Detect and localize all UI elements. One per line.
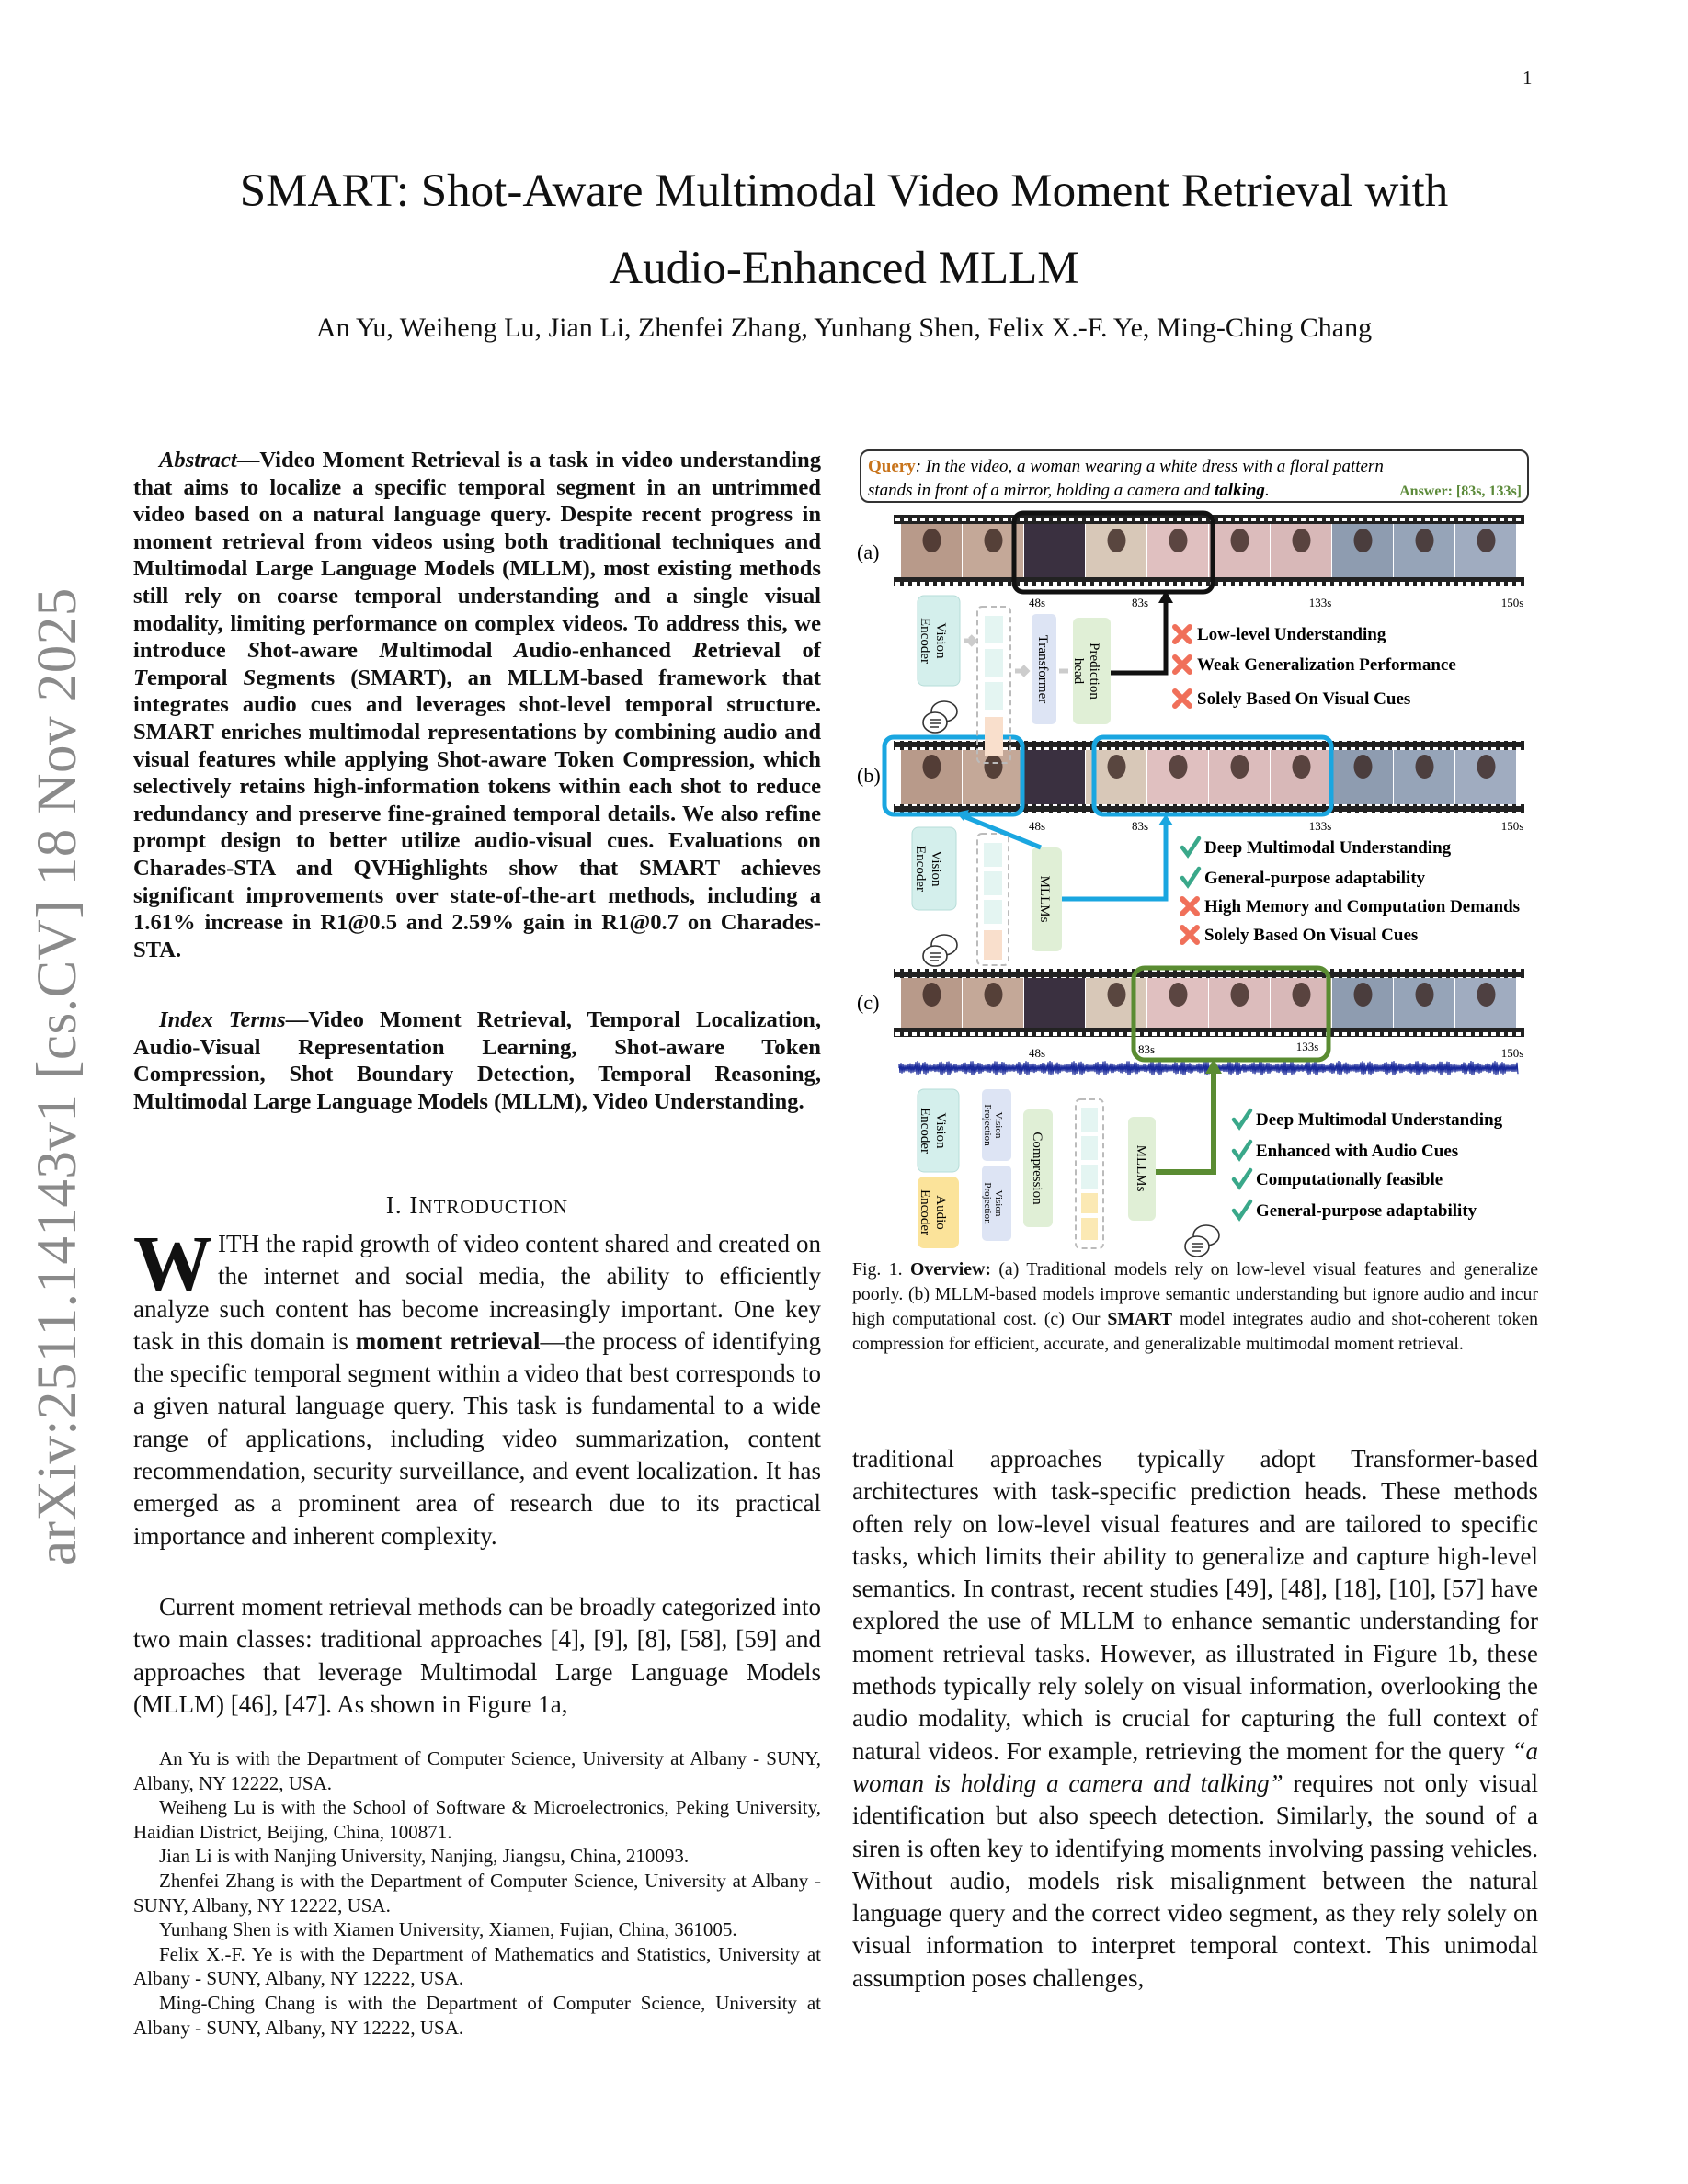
svg-text:48s: 48s bbox=[1028, 819, 1046, 833]
frame-figure bbox=[985, 529, 1003, 552]
frame-figure bbox=[1416, 983, 1434, 1007]
author-footnotes bbox=[133, 1746, 821, 2040]
text-segment: emporal bbox=[147, 665, 244, 690]
check-icon bbox=[1182, 838, 1199, 855]
frame-figure bbox=[1108, 755, 1126, 779]
frame-figure bbox=[1108, 529, 1126, 552]
c-point bbox=[1234, 1170, 1443, 1189]
svg-text:Predictionhead: Predictionhead bbox=[1071, 643, 1101, 700]
text-segment: —Video Moment Retrieval, Temporal Localization, Audio-Visual Representation Learning, Shot-aware Token Compression, Shot Boundary Detection, Temporal Reasoning, Multimodal Large Language Models (MLLM), Video Understanding. bbox=[133, 1007, 821, 1114]
footnote: An Yu is with the Department of Computer Science, University at Albany - SUNY, Albany, NY 12222, USA. bbox=[133, 1747, 821, 1794]
frame-figure bbox=[1416, 755, 1434, 779]
time-axis-b bbox=[1029, 819, 1523, 833]
text-segment: Abstract bbox=[159, 448, 237, 472]
time-axis-a bbox=[1029, 596, 1523, 609]
query-bold: talking bbox=[1215, 481, 1265, 500]
svg-text:133s: 133s bbox=[1308, 819, 1332, 833]
svg-text:150s: 150s bbox=[1500, 596, 1524, 609]
text-segment: hot-aware bbox=[259, 638, 380, 664]
frame-figure bbox=[1231, 529, 1249, 552]
section-title-rest: NTRODUCTION bbox=[418, 1196, 569, 1218]
check-icon bbox=[1234, 1142, 1250, 1158]
page-number: 1 bbox=[1523, 66, 1533, 88]
point-text: Deep Multimodal Understanding bbox=[1256, 1110, 1503, 1130]
text-segment: A bbox=[514, 638, 530, 664]
svg-text:48s: 48s bbox=[1028, 596, 1046, 609]
footnote: Weiheng Lu is with the School of Software & Microelectronics, Peking University, Haidian District, Beijing, China, 100871. bbox=[133, 1796, 821, 1843]
text-segment: moment retrieval bbox=[355, 1326, 541, 1355]
svg-text:150s: 150s bbox=[1500, 1046, 1524, 1060]
point-text: High Memory and Computation Demands bbox=[1204, 897, 1521, 916]
arxiv-watermark: arXiv:2511.14143v1 [cs.CV] 18 Nov 2025 bbox=[27, 587, 88, 1565]
svg-text:83s: 83s bbox=[1131, 819, 1149, 833]
chat-bubble-icon bbox=[1185, 1225, 1219, 1257]
text-segment: S bbox=[247, 638, 260, 664]
frame-figure bbox=[1231, 755, 1249, 779]
intro-paragraph-1 bbox=[133, 1219, 821, 1553]
point-text: Enhanced with Audio Cues bbox=[1256, 1142, 1459, 1161]
point-text: Weak Generalization Performance bbox=[1197, 655, 1456, 675]
figure-caption bbox=[852, 1257, 1538, 1357]
svg-text:Query: In the video, a woman w bbox=[868, 457, 1384, 476]
point-text: Solely Based On Visual Cues bbox=[1197, 689, 1411, 709]
author-list: An Yu, Weiheng Lu, Jian Li, Zhenfei Zhang, Yunhang Shen, Felix X.-F. Ye, Ming-Ching Chang bbox=[315, 313, 1373, 343]
a-point bbox=[1175, 655, 1456, 675]
point-text: Deep Multimodal Understanding bbox=[1204, 838, 1452, 858]
film-strip bbox=[894, 515, 1524, 586]
pipeline-c bbox=[918, 1059, 1222, 1248]
point-text: Computationally feasible bbox=[1256, 1170, 1443, 1189]
frame-figure bbox=[1416, 529, 1434, 552]
query-text: : In the video, a woman wearing a white dress with a floral pattern bbox=[915, 457, 1384, 476]
svg-text:VisionProjection: VisionProjection bbox=[982, 1182, 1004, 1224]
text-segment: Fig. 1. bbox=[852, 1259, 911, 1280]
svg-text:MLLMs: MLLMs bbox=[1134, 1144, 1148, 1192]
query-label: Query bbox=[868, 457, 916, 476]
film-strip bbox=[894, 969, 1524, 1037]
frame-figure bbox=[923, 983, 941, 1007]
panel-label-c: (c) bbox=[857, 991, 880, 1014]
panel-label-a: (a) bbox=[857, 540, 880, 563]
a-point bbox=[1175, 625, 1386, 644]
chat-bubble-icon bbox=[923, 935, 957, 966]
svg-text:VisionEncoder: VisionEncoder bbox=[918, 1108, 948, 1154]
svg-text:VisionProjection: VisionProjection bbox=[982, 1104, 1004, 1146]
frame-figure bbox=[1293, 755, 1311, 779]
frame-figure bbox=[1354, 983, 1373, 1007]
section-title-initial: I bbox=[409, 1191, 419, 1219]
text-segment: udio-enhanced bbox=[529, 638, 693, 664]
frame-figure bbox=[985, 983, 1003, 1007]
check-icon bbox=[1182, 869, 1199, 885]
frame-figure bbox=[923, 529, 941, 552]
text-segment: Overview: bbox=[910, 1259, 991, 1280]
check-icon bbox=[1234, 1110, 1250, 1127]
b-point bbox=[1182, 869, 1426, 888]
footnote: Ming-Ching Chang is with the Department of Computer Science, University at Albany - SUNY, Albany, NY 12222, USA. bbox=[133, 1991, 821, 2039]
intro-paragraph-2 bbox=[133, 1591, 821, 1721]
frame-figure bbox=[1477, 755, 1496, 779]
text-segment: Current moment retrieval methods can be broadly categorized into two main classes: traditional approaches [4], [9], [8], [58], [59] and approaches that leverage Multimodal Large Language Models (MLLM) [46], [47]. As shown in Figure 1a, bbox=[133, 1593, 821, 1718]
svg-text:stands in front of a mirror, h: stands in front of a mirror, holding a camera and talking. bbox=[868, 481, 1270, 500]
text-segment: model integrates audio and shot-coherent token compression for efficient, accurate, and generalizable multimodal moment retrieval. bbox=[852, 1309, 1538, 1354]
c-point bbox=[1234, 1142, 1458, 1161]
text-segment: —Video Moment Retrieval is a task in video understanding that aims to localize a specific temporal segment in an untrimmed video based on a natural language query. Despite recent progress in moment retrieval from videos using both traditional techniques and Multimodal Large Language Models (MLLM), most existing methods still rely on coarse temporal understanding and a single visual modality, limiting performance on complex videos. To address this, we introduce bbox=[133, 448, 821, 664]
text-segment: ITH the rapid growth of video content shared and created on the internet and social media, the ability to efficiently analyze such content has become increasingly important. One key task in this domain is bbox=[133, 1230, 821, 1355]
text-segment: “a woman is holding a camera and talking” bbox=[852, 1736, 1538, 1797]
section-number: I. bbox=[385, 1191, 410, 1219]
c-point bbox=[1234, 1110, 1503, 1130]
point-text: General-purpose adaptability bbox=[1256, 1201, 1477, 1221]
frame-figure bbox=[1477, 983, 1496, 1007]
svg-text:133s: 133s bbox=[1295, 1040, 1319, 1053]
svg-text:Transformer: Transformer bbox=[1035, 634, 1050, 704]
right-column-body bbox=[852, 1443, 1538, 1995]
frame-figure bbox=[1108, 983, 1126, 1007]
svg-text:48s: 48s bbox=[1028, 1046, 1046, 1060]
svg-text:VisionEncoder: VisionEncoder bbox=[918, 618, 948, 664]
text-segment: —the process of identifying the specific temporal segment within a video that best corresponds to a given natural language query. This task is fundamental to a wide range of applications, including video summarization, content recommendation, security surveillance, and event localization. It has emerged as a prominent area of research due to its practical importance and inherent complexity. bbox=[133, 1326, 821, 1550]
frame-figure bbox=[985, 755, 1003, 779]
svg-text:Compression: Compression bbox=[1030, 1132, 1044, 1205]
frame-figure bbox=[1293, 529, 1311, 552]
text-segment: ultimodal bbox=[399, 638, 515, 664]
frame-figure bbox=[1354, 755, 1373, 779]
title-line: SMART: Shot-Aware Multimodal Video Moment Retrieval with bbox=[239, 165, 1449, 217]
footnote: Zhenfei Zhang is with the Department of Computer Science, University at Albany - SUNY, Albany, NY 12222, USA. bbox=[133, 1869, 821, 1917]
svg-text:83s: 83s bbox=[1131, 596, 1149, 609]
point-text: Solely Based On Visual Cues bbox=[1204, 926, 1419, 945]
text-segment: M bbox=[379, 638, 400, 664]
text-segment: S bbox=[243, 665, 257, 690]
svg-text:AudioEncoder: AudioEncoder bbox=[918, 1189, 948, 1235]
svg-text:MLLMs: MLLMs bbox=[1037, 875, 1052, 923]
point-text: General-purpose adaptability bbox=[1204, 869, 1426, 888]
frame-figure bbox=[1354, 529, 1373, 552]
query-box bbox=[861, 450, 1528, 502]
c-point bbox=[1234, 1201, 1477, 1221]
frame-figure bbox=[923, 755, 941, 779]
text-segment: R bbox=[692, 638, 708, 664]
cross-icon bbox=[1175, 657, 1190, 672]
answer-label: Answer: [83s, 133s] bbox=[1399, 483, 1522, 499]
time-axis-c bbox=[1029, 1040, 1523, 1060]
chat-bubble-icon bbox=[923, 701, 957, 733]
frame-figure bbox=[1169, 529, 1188, 552]
frame-figure bbox=[1477, 529, 1496, 552]
svg-text:83s: 83s bbox=[1137, 1042, 1156, 1056]
text-segment: etrieval of bbox=[707, 638, 821, 664]
b-point bbox=[1182, 838, 1452, 858]
point-text: Low-level Understanding bbox=[1197, 625, 1386, 644]
frame-figure bbox=[1231, 983, 1249, 1007]
query-text: stands in front of a mirror, holding a camera and bbox=[868, 481, 1215, 500]
text-segment: traditional approaches typically adopt Transformer-based architectures with task-specific prediction heads. These methods often rely on low-level visual features and are tailored to specific tasks, which limits their ability to generalize and capture high-level semantics. In contrast, recent studies [49], [48], [18], [10], [57] have explored the use of MLLM to enhance semantic understanding for moment retrieval tasks. However, as illustrated in Figure 1b, these methods typically rely solely on visual information, overlooking the audio modality, which is crucial for capturing the full context of natural videos. For example, retrieving the moment for the query bbox=[852, 1445, 1538, 1765]
text-segment: T bbox=[133, 665, 148, 690]
cross-icon bbox=[1175, 627, 1190, 642]
frame-figure bbox=[1293, 983, 1311, 1007]
footnote: Felix X.-F. Ye is with the Department of Mathematics and Statistics, University at Albany - SUNY, Albany, NY 12222, USA. bbox=[133, 1942, 821, 1990]
text-segment: Index Terms bbox=[159, 1007, 286, 1032]
b-point bbox=[1182, 926, 1418, 945]
text-segment: SMART bbox=[1107, 1309, 1173, 1329]
drop-cap: W bbox=[133, 1219, 212, 1307]
cross-icon bbox=[1175, 691, 1190, 706]
text-segment: (a) Traditional models rely on low-level visual features and generalize poorly. (b) MLLM-based models improve semantic understanding but ignore audio and incur high computational cost. (c) Our bbox=[852, 1259, 1539, 1329]
svg-text:150s: 150s bbox=[1500, 819, 1524, 833]
a-point bbox=[1175, 689, 1410, 709]
check-icon bbox=[1234, 1201, 1250, 1218]
frame-figure bbox=[1169, 983, 1188, 1007]
check-icon bbox=[1234, 1170, 1250, 1187]
b-point bbox=[1182, 897, 1520, 916]
title-line: Audio-Enhanced MLLM bbox=[609, 243, 1079, 294]
paragraph-text bbox=[133, 1219, 821, 1550]
footnote: Jian Li is with Nanjing University, Nanjing, Jiangsu, China, 210093. bbox=[159, 1845, 690, 1868]
text-segment: requires not only visual identification but also speech detection. Similarly, the sound of a siren is often key to identifying moments involving passing vehicles. Without audio, models risk misalignment between the natural language query and the correct video segment, as they rely solely on visual information to interpret temporal context. This unimodal assumption poses challenges, bbox=[852, 1769, 1538, 1992]
text-segment: egments (SMART), an MLLM-based framework that integrates audio cues and leverages shot-level temporal structure. SMART enriches multimodal representations by combining audio and visual features while applying Shot-aware Token Compression, which selectively retains high-information tokens within each shot to reduce redundancy and preserve fine-grained temporal details. We also refine prompt design to better utilize audio-visual cues. Evaluations on Charades-STA and QVHighlights show that SMART achieves significant improvements over state-of-the-art methods, including a 1.61% increase in R1@0.5 and 2.59% gain in R1@0.7 on Charades-STA. bbox=[133, 665, 821, 962]
footnote: Yunhang Shen is with Xiamen University, Xiamen, Fujian, China, 361005. bbox=[159, 1918, 737, 1941]
svg-text:VisionEncoder: VisionEncoder bbox=[913, 846, 943, 892]
frame-figure bbox=[1169, 755, 1188, 779]
cross-icon bbox=[1182, 927, 1197, 942]
cross-icon bbox=[1182, 899, 1197, 914]
panel-label-b: (b) bbox=[857, 764, 881, 787]
svg-text:133s: 133s bbox=[1308, 596, 1332, 609]
